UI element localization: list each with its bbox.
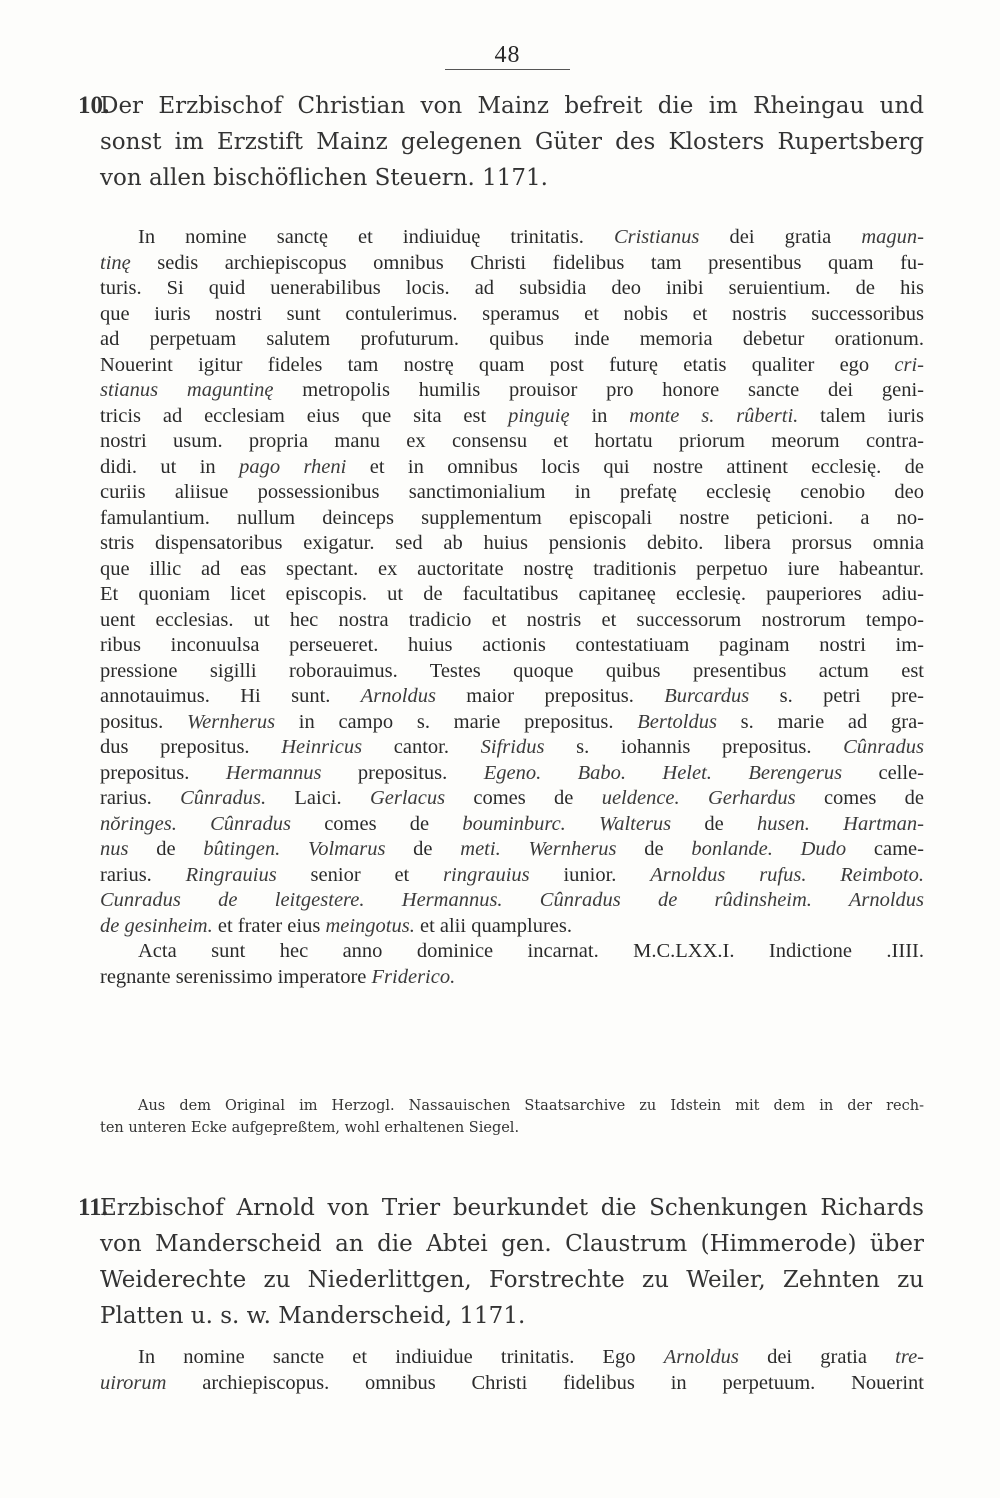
text-line [100, 786, 924, 812]
italic-name: nus [100, 838, 129, 860]
text-run: et alii quamplures. [414, 914, 572, 937]
italic-name: Burcardus [664, 685, 750, 707]
text-line [100, 480, 924, 506]
text-run: In nomine sancte et indiuidue trinitatis. Ego [138, 1346, 664, 1368]
italic-name: Hermannus [225, 761, 322, 784]
doc11-heading-line: von Manderscheid an die Abtei gen. Claustrum (Himmerode) über [100, 1231, 924, 1257]
text-run: rarius. [100, 863, 186, 886]
text-run: annotauimus. Hi sunt. [100, 685, 361, 707]
italic-name: Ringrauius [185, 863, 277, 886]
text-line [100, 888, 924, 914]
text-run: famulantium. nullum deinceps supplementum episcopali nostre peticioni. a no- [100, 506, 924, 529]
italic-name: Arnoldus rufus. Reimboto. [650, 863, 924, 886]
text-run: rarius. [100, 787, 181, 809]
italic-name: Friderico. [371, 965, 456, 988]
text-line [100, 455, 924, 481]
text-run: cantor. [362, 736, 481, 758]
text-run: In nomine sanctę et indiuiduę trinitatis. [138, 226, 614, 248]
text-run: iunior. [529, 863, 651, 886]
text-run: Laici. [266, 787, 370, 809]
doc10-heading-line: sonst im Erzstift Mainz gelegenen Güter des Klosters Rupertsberg [100, 129, 924, 155]
italic-name: bouminburc. Walterus [462, 812, 672, 835]
text-run: dus prepositus. [100, 736, 282, 758]
text-run: s. petri pre- [749, 685, 924, 707]
italic-name: Heinricus [281, 736, 363, 758]
text-line [100, 327, 924, 353]
text-line [100, 710, 924, 736]
italic-name: ueldence. [601, 787, 680, 809]
text-run: in campo s. marie prepositus. [275, 710, 638, 733]
page-number: 48 [494, 42, 521, 68]
text-run: sedis archiepiscopus omnibus Christi fidelibus tam presentibus quam fu- [130, 251, 924, 274]
text-run: in [569, 404, 630, 427]
italic-name: nŏringes. Cûnradus [100, 812, 291, 835]
text-run: que iuris nostri sunt contulerimus. speramus et nobis et nostris successoribus [100, 302, 924, 325]
doc11-number: 11. [78, 1194, 108, 1221]
text-run: senior et [276, 863, 444, 886]
italic-name: pinguię [508, 404, 570, 427]
text-line [100, 659, 924, 685]
text-run: pressione sigilli roborauimus. Testes quoque quibus presentibus actum est [100, 659, 924, 682]
text-run: de [385, 838, 461, 860]
text-line [100, 939, 924, 965]
doc10-charter-text [100, 225, 924, 990]
text-run: archiepiscopus. omnibus Christi fidelibus in perpetuum. Nouerint [166, 1371, 924, 1394]
text-run: nostri usum. propria manu ex consensu et hortatu priorum meorum contra- [100, 430, 924, 452]
text-line [100, 276, 924, 302]
text-run: talem iuris [798, 404, 924, 427]
doc11-heading-line: Erzbischof Arnold von Trier beurkundet die Schenkungen Richards [100, 1195, 924, 1221]
italic-name: Cûnradus. [180, 787, 267, 809]
text-line [100, 378, 924, 404]
doc11-charter-text [100, 1345, 924, 1396]
italic-name: Bertoldus [637, 710, 717, 733]
doc10-heading [78, 88, 924, 196]
italic-name: Arnoldus [360, 685, 436, 707]
text-run: ad perpetuam salutem profuturum. quibus inde memoria debetur orationum. [100, 328, 924, 350]
text-line [100, 531, 924, 557]
text-run: s. marie ad gra- [716, 710, 924, 733]
text-run: s. iohannis prepositus. [544, 736, 844, 758]
text-run: et in omnibus locis qui nostre attinent ecclesię. de [346, 455, 924, 478]
text-line [100, 965, 924, 991]
doc10-number: 10. [78, 92, 110, 119]
text-run: celle- [842, 761, 924, 784]
italic-name: ringrauius [443, 863, 530, 886]
text-line [100, 404, 924, 430]
text-line [100, 302, 924, 328]
text-line [100, 1345, 924, 1371]
text-run: maior prepositus. [435, 685, 665, 707]
text-line [100, 812, 924, 838]
doc10-source-note [100, 1095, 924, 1139]
text-line [100, 582, 924, 608]
text-run: metropolis humilis prouisor pro honore sancte dei geni- [273, 379, 924, 401]
italic-name: Gerhardus [707, 787, 796, 809]
text-line [100, 633, 924, 659]
italic-name: Arnoldus [663, 1346, 739, 1368]
italic-name: magun- [861, 226, 924, 248]
italic-name: Cunradus de leitgestere. Hermannus. Cûnradus de rûdinsheim. Arnoldus [100, 889, 924, 911]
doc10-heading-line: Der Erzbischof Christian von Mainz befreit die im Rheingau und [100, 93, 924, 119]
italic-name: Gerlacus [369, 787, 446, 809]
italic-name: monte s. rûberti. [629, 404, 799, 427]
italic-name: tre- [895, 1346, 924, 1368]
text-run: comes de [445, 787, 602, 809]
text-run [680, 787, 708, 809]
note-line: ten unteren Ecke aufgepreßtem, wohl erhaltenen Siegel. [100, 1120, 520, 1136]
italic-name: Cristianus [613, 226, 700, 248]
text-run: et frater eius [212, 914, 326, 937]
doc11-heading-line: Weiderechte zu Niederlittgen, Forstrechte zu Weiler, Zehnten zu [100, 1267, 924, 1293]
text-line [100, 506, 924, 532]
text-run: prepositus. [100, 761, 226, 784]
doc11-heading [78, 1190, 924, 1334]
text-run: que illic ad eas spectant. ex auctoritate nostrę traditionis perpetuo iure habeantur. [100, 557, 924, 580]
text-run: positus. [100, 710, 187, 733]
text-line [100, 863, 924, 889]
text-line [100, 608, 924, 634]
text-line [100, 557, 924, 583]
text-run: tricis ad ecclesiam eius que sita est [100, 404, 509, 427]
text-line [100, 684, 924, 710]
italic-name: stianus maguntinę [100, 379, 274, 401]
italic-name: tinę [100, 251, 131, 274]
italic-name: Wernherus [186, 710, 276, 733]
text-line [100, 251, 924, 277]
italic-name: bûtingen. Volmarus [203, 838, 386, 860]
text-run: dei gratia [699, 226, 862, 248]
italic-name: husen. Hartman- [756, 812, 924, 835]
text-run: prepositus. [321, 761, 484, 784]
doc10-heading-line: von allen bischöflichen Steuern. 1171. [100, 165, 548, 191]
text-run: Acta sunt hec anno dominice incarnat. M.C.LXX.I. Indictione .IIII. [138, 940, 924, 962]
text-run: turis. Si quid uenerabilibus locis. ad subsidia deo inibi seruientium. de his [100, 277, 924, 299]
italic-name: meingotus. [325, 914, 415, 937]
note-line: Aus dem Original im Herzogl. Nassauischen Staatsarchive zu Idstein mit dem in der rech- [138, 1098, 924, 1114]
italic-name: cri- [894, 353, 924, 376]
italic-name: meti. Wernherus [460, 838, 617, 860]
italic-name: pago rheni [239, 455, 347, 478]
text-run: curiis aliisue possessionibus sanctimonialium in prefatę ecclesię cenobio deo [100, 481, 924, 503]
text-run: de [671, 812, 757, 835]
text-run: stris dispensatoribus exigatur. sed ab huius pensionis debito. libera prorsus omnia [100, 532, 924, 554]
italic-name: Egeno. Babo. Helet. Berengerus [483, 761, 843, 784]
text-line [100, 353, 924, 379]
text-run: came- [846, 838, 924, 860]
text-run: comes de [795, 787, 924, 809]
text-run: didi. ut in [100, 455, 240, 478]
text-run: Et quoniam licet episcopis. ut de facultatibus capitaneę ecclesię. pauperiores adiu- [100, 583, 924, 605]
italic-name: bonlande. Dudo [691, 838, 847, 860]
text-line [100, 761, 924, 787]
text-line [100, 837, 924, 863]
text-run: regnante serenissimo imperatore [100, 965, 372, 988]
text-line [100, 735, 924, 761]
italic-name: de gesinheim. [100, 914, 213, 937]
italic-name: uirorum [100, 1371, 167, 1394]
text-line [100, 429, 924, 455]
text-run: de [128, 838, 204, 860]
italic-name: Sifridus [480, 736, 545, 758]
text-run: Nouerint igitur fideles tam nostrę quam post futurę etatis qualiter ego [100, 353, 895, 376]
italic-name: Cûnradus [843, 736, 925, 758]
page-number-rule [445, 69, 570, 70]
text-run: de [616, 838, 692, 860]
text-run: dei gratia [738, 1346, 896, 1368]
doc11-heading-line: Platten u. s. w. Manderscheid, 1171. [100, 1303, 526, 1329]
text-line [100, 225, 924, 251]
text-run: ribus inconuulsa perseueret. huius actionis contestatiuam paginam nostri im- [100, 634, 924, 656]
text-run: comes de [290, 812, 463, 835]
text-line [100, 914, 924, 940]
text-run: uent ecclesias. ut hec nostra tradicio et nostris et successorum nostrorum tempo- [100, 608, 924, 631]
text-line [100, 1371, 924, 1397]
